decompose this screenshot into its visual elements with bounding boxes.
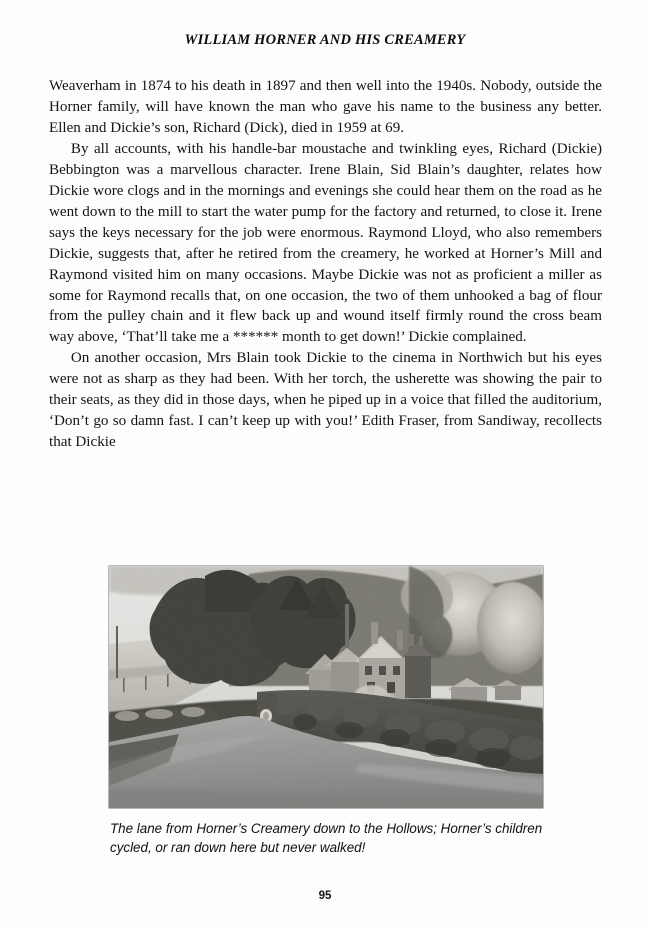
page-number: 95 [318, 890, 332, 902]
body-paragraph: By all accounts, with his handle-bar moustache and twinkling eyes, Richard (Dickie) Bebbington was a marvellous character. Irene Blain, Sid Blain’s daughter, relates how Dickie wore clogs and in the mornings and evenings she could hear them on the road as he went down to the mill to start the water pump for the factory and returned, to close it. Irene says the keys necessary for the job were enormous. Raymond Lloyd, who also remembers Dickie, suggests that, after he retired from the creamery, he worked at Horner’s Mill and Raymond visited him on many occasions. Maybe Dickie was not as proficient a miller as some for Raymond recalls that, on one occasion, the two of them unhooked a bag of flour from the pulley chain and it flew back up and wound itself firmly round the cross beam way above, ‘That’ll take me a ****** month to get down!’ Dickie complained. [49, 140, 602, 346]
body-text-column [49, 76, 602, 453]
photograph-lane-to-the-hollows [109, 566, 543, 808]
running-head: WILLIAM HORNER AND HIS CREAMERY [184, 32, 466, 48]
body-paragraph: Weaverham in 1874 to his death in 1897 and then well into the 1940s. Nobody, outside the Horner family, will have known the man who gave his name to the business any better. Ellen and Dickie’s son, Richard (Dick), died in 1959 at 69. [49, 78, 602, 136]
figure-caption: The lane from Horner’s Creamery down to the Hollows; Horner’s children cycled, or ran down here but never walked! [110, 821, 543, 855]
figure [109, 566, 543, 808]
body-paragraph: On another occasion, Mrs Blain took Dickie to the cinema in Northwich but his eyes were not as sharp as they had been. With her torch, the usherette was showing the pair to their seats, as they did in those days, when he piped up in a voice that filled the auditorium, ‘Don’t go so damn fast. I can’t keep up with you!’ Edith Fraser, from Sandiway, recollects that Dickie [49, 350, 602, 451]
